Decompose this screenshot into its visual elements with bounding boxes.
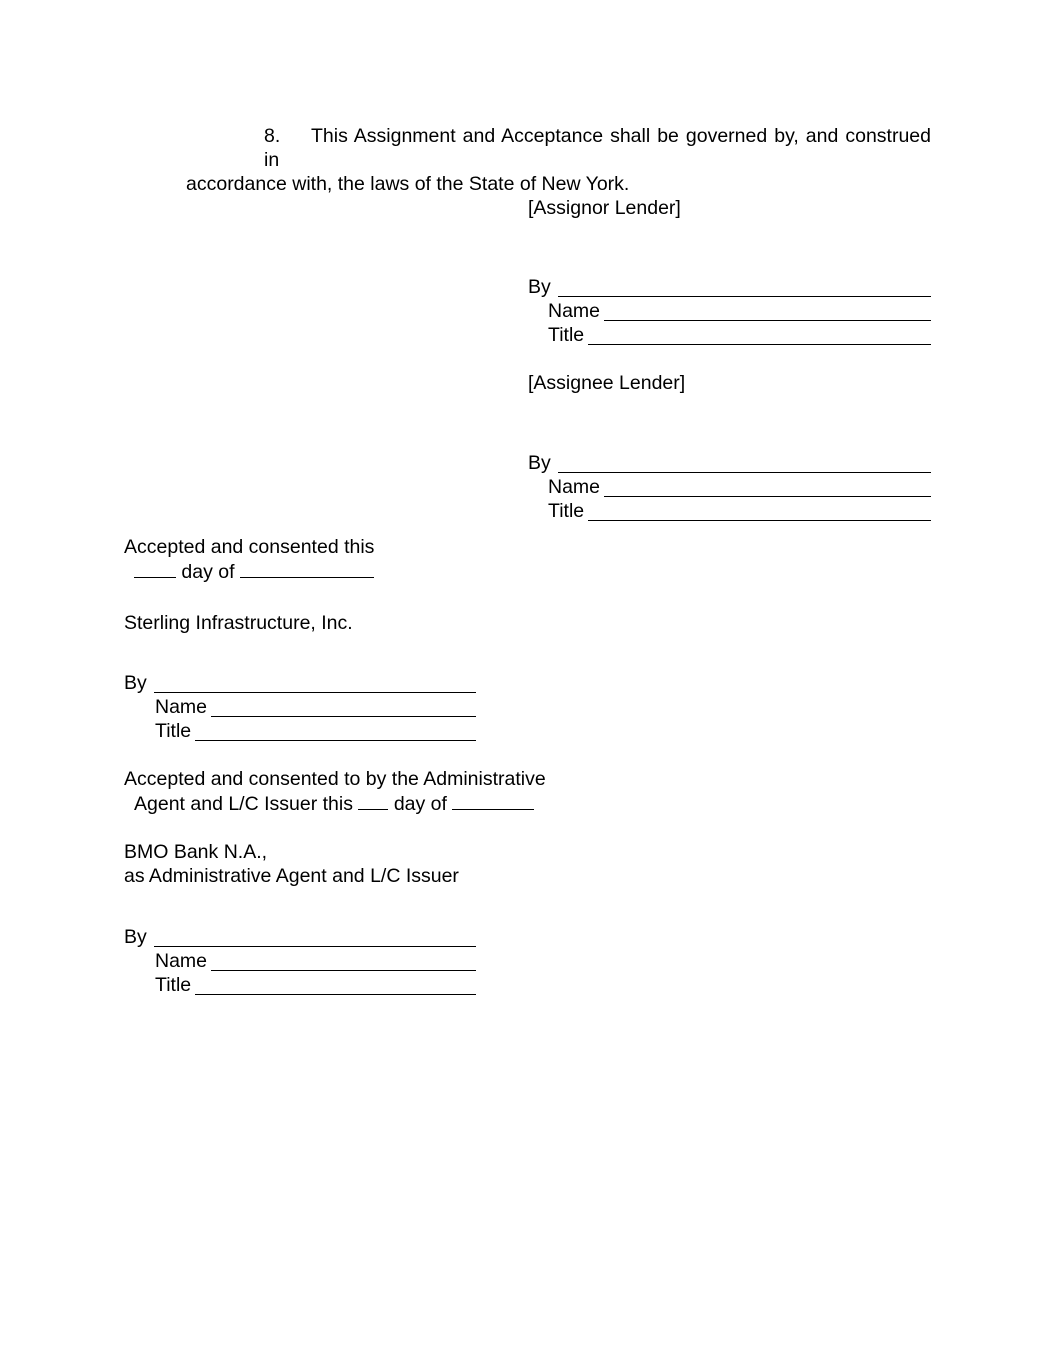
name-rule[interactable] <box>604 496 931 497</box>
name-rule[interactable] <box>211 970 476 971</box>
name-label: Name <box>155 950 208 972</box>
assignee-name-line[interactable] <box>548 475 931 499</box>
title-rule[interactable] <box>195 994 476 995</box>
day-of-text: day of <box>181 561 235 583</box>
by-label: By <box>528 452 551 474</box>
paragraph-text-1: This Assignment and Acceptance shall be governed by, and construed in <box>264 125 931 171</box>
borrower-consent-line-1: Accepted and consented this <box>124 536 375 558</box>
assignor-heading: [Assignor Lender] <box>528 197 681 219</box>
agent-month-blank[interactable] <box>452 791 534 810</box>
by-label: By <box>124 926 147 948</box>
title-rule[interactable] <box>588 344 931 345</box>
agent-by-line[interactable] <box>124 925 476 949</box>
day-blank[interactable] <box>134 559 176 578</box>
title-label: Title <box>155 974 192 996</box>
signature-rule[interactable] <box>558 472 931 473</box>
title-label: Title <box>155 720 192 742</box>
name-rule[interactable] <box>211 716 476 717</box>
borrower-by-line[interactable] <box>124 671 476 695</box>
by-label: By <box>124 672 147 694</box>
signature-rule[interactable] <box>154 946 476 947</box>
borrower-title-line[interactable] <box>155 719 476 743</box>
agent-consent-text-a: Agent and L/C Issuer this <box>134 793 353 815</box>
agent-consent-line-1: Accepted and consented to by the Administrative <box>124 768 546 790</box>
agent-day-blank[interactable] <box>358 791 388 810</box>
agent-bank-name: BMO Bank N.A., <box>124 841 268 863</box>
assignor-name-line[interactable] <box>548 299 931 323</box>
name-rule[interactable] <box>604 320 931 321</box>
borrower-name-line[interactable] <box>155 695 476 719</box>
assignee-heading: [Assignee Lender] <box>528 372 686 394</box>
assignee-by-line[interactable] <box>528 451 931 475</box>
title-label: Title <box>548 324 585 346</box>
by-label: By <box>528 276 551 298</box>
agent-consent-line-2 <box>134 791 534 816</box>
title-label: Title <box>548 500 585 522</box>
signature-rule[interactable] <box>154 692 476 693</box>
agent-day-of-text: day of <box>393 793 447 815</box>
agent-bank-role: as Administrative Agent and L/C Issuer <box>124 865 459 887</box>
assignor-by-line[interactable] <box>528 275 931 299</box>
borrower-company-name: Sterling Infrastructure, Inc. <box>124 612 353 634</box>
borrower-consent-line-2 <box>134 559 374 584</box>
month-blank[interactable] <box>240 559 374 578</box>
paragraph-number: 8. <box>264 125 281 147</box>
agent-title-line[interactable] <box>155 973 476 997</box>
governing-law-paragraph <box>186 124 931 196</box>
agent-name-line[interactable] <box>155 949 476 973</box>
paragraph-line-2: accordance with, the laws of the State of New York. <box>186 173 630 195</box>
paragraph-line-1 <box>186 124 931 172</box>
title-rule[interactable] <box>195 740 476 741</box>
name-label: Name <box>548 300 601 322</box>
signature-rule[interactable] <box>558 296 931 297</box>
name-label: Name <box>155 696 208 718</box>
title-rule[interactable] <box>588 520 931 521</box>
assignee-title-line[interactable] <box>548 499 931 523</box>
assignor-title-line[interactable] <box>548 323 931 347</box>
name-label: Name <box>548 476 601 498</box>
